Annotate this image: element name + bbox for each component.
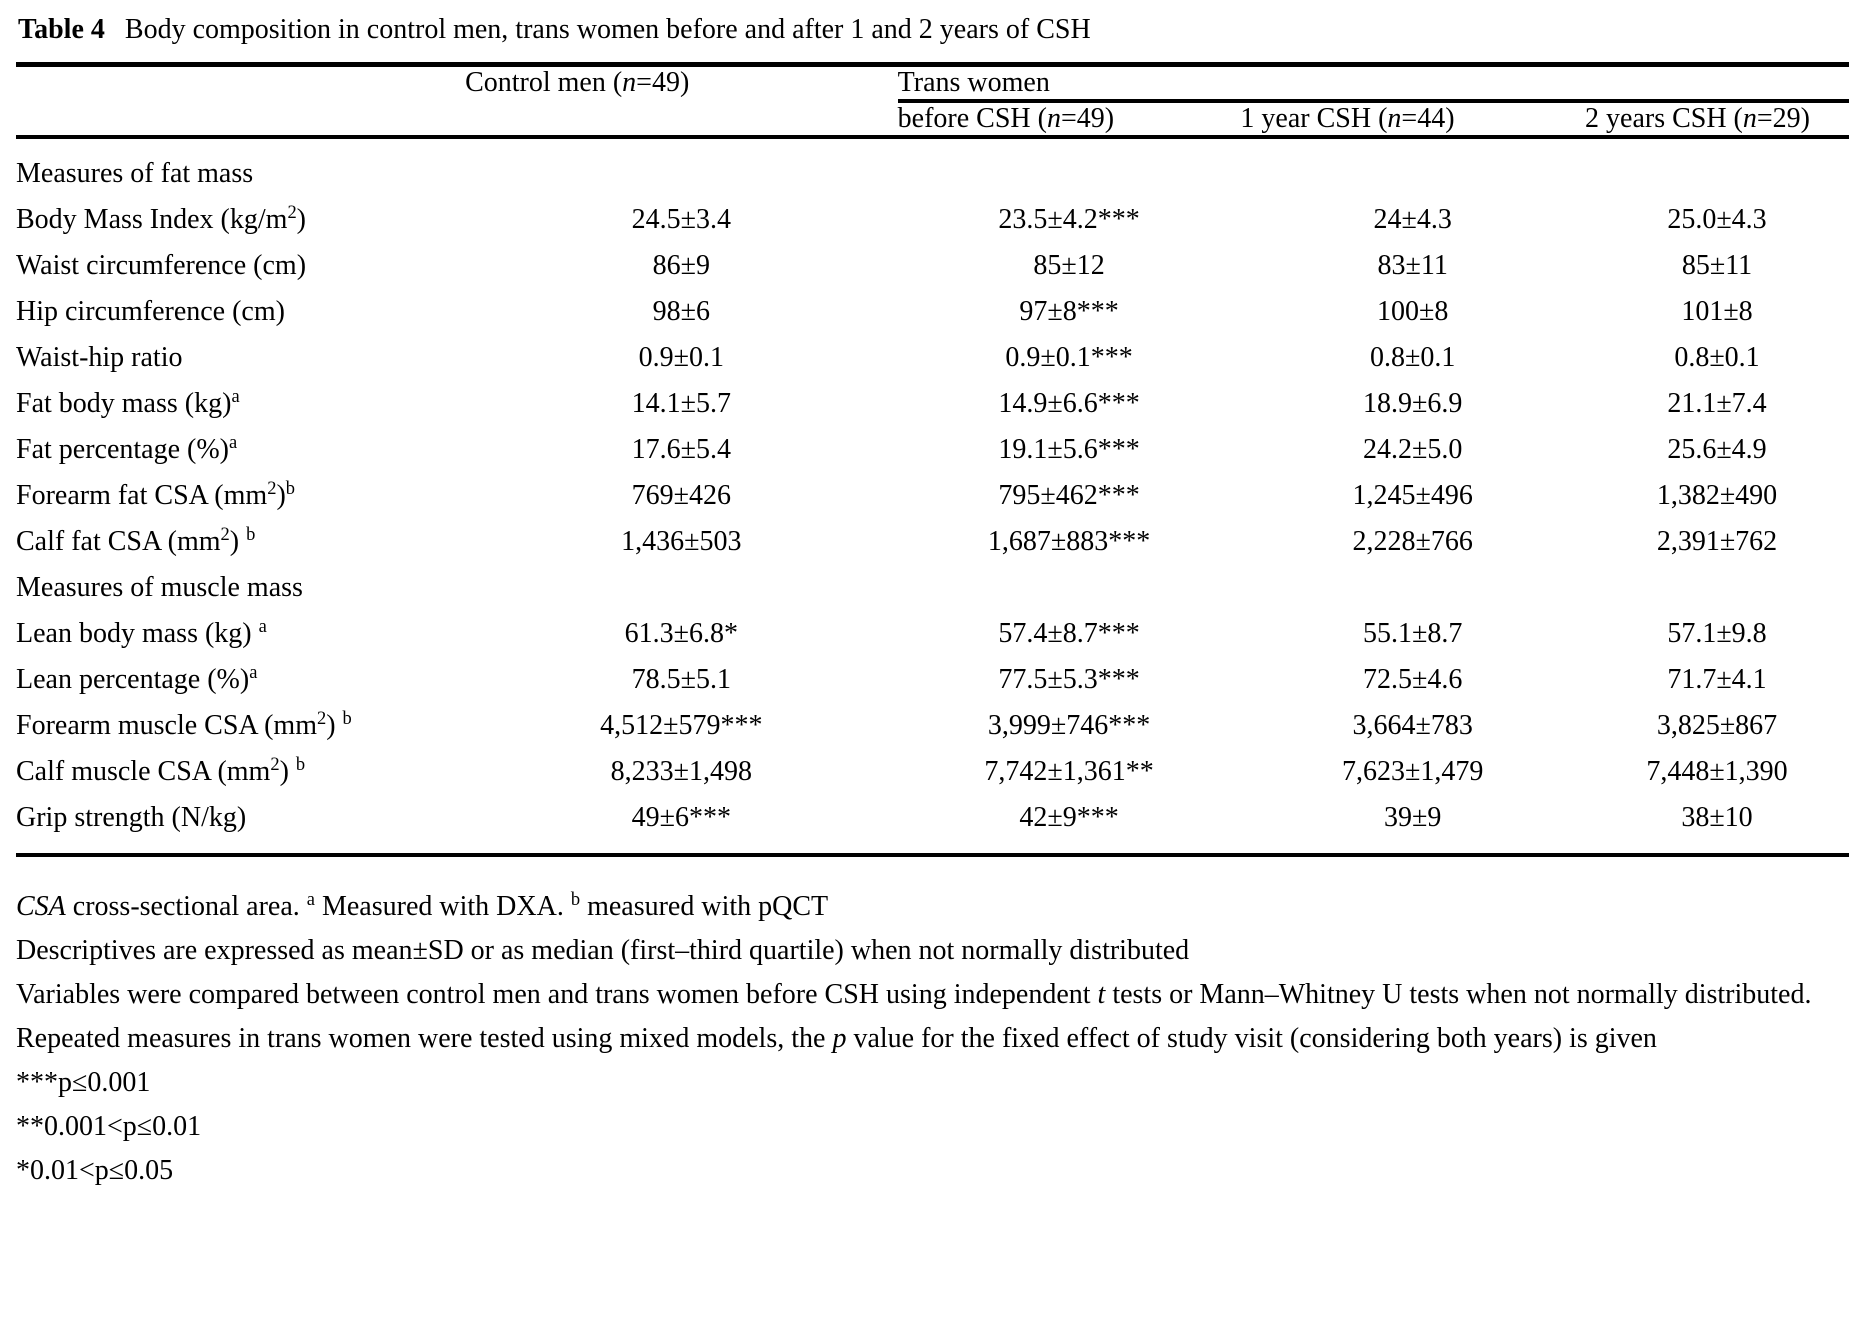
col-group-header-trans-women: Trans women [898, 65, 1849, 102]
value-cell: 1,245±496 [1352, 480, 1473, 511]
value-cell: 61.3±6.8* [624, 618, 739, 649]
value-cell: 97±8*** [1019, 296, 1119, 327]
value-cell: 795±462*** [998, 480, 1140, 511]
value-cell: 49±6*** [631, 802, 732, 833]
value-cell: 38±10 [1681, 802, 1753, 833]
row-label: Forearm muscle CSA $(mm^2)$ $^b$ [16, 707, 352, 741]
value-cell: 83±11 [1377, 250, 1448, 281]
table-row [16, 243, 1849, 289]
value-cell: 1,436±503 [621, 526, 742, 557]
value-cell: 85±11 [1681, 250, 1753, 281]
value-cell: 78.5±5.1 [631, 664, 732, 695]
footnote-statistics: Variables were compared between control men and trans women before CSH using independent t tests or Mann–Whitney U tests when not normally distributed. Repeated measures in trans women were tested using mixed models, the p value for the fixed effect of study visit (considering both years) is given [16, 979, 1812, 1054]
table-number: Table 4 [18, 14, 105, 45]
table-caption-text: Body composition in control men, trans women before and after 1 and 2 years of CSH [124, 14, 1091, 45]
col-header-1-year-csh: 1 year CSH (n=44) [1240, 103, 1455, 134]
table-row [16, 519, 1849, 565]
section-header-row [16, 565, 1849, 611]
footnote-significance-2star: **0.001<p≤0.01 [16, 1111, 202, 1142]
table-row [16, 381, 1849, 427]
value-cell: 1,687±883*** [987, 526, 1151, 557]
row-label: Lean percentage (%)$^a$ [16, 661, 258, 695]
value-cell: 2,391±762 [1656, 526, 1778, 557]
table-row [16, 289, 1849, 335]
table-row [16, 473, 1849, 519]
value-cell: 7,623±1,479 [1342, 756, 1484, 787]
table-row [16, 335, 1849, 381]
row-label: Calf muscle CSA $(mm^2)$ $^b$ [16, 753, 306, 787]
table-header [16, 65, 1849, 138]
row-label: Grip strength (N/kg) [16, 802, 247, 833]
footnote-significance-3star: ***p≤0.001 [16, 1067, 151, 1098]
value-cell: 72.5±4.6 [1363, 664, 1463, 695]
value-cell: 7,742±1,361** [984, 756, 1154, 787]
value-cell: 98±6 [652, 296, 711, 327]
value-cell: 101±8 [1681, 296, 1753, 327]
section-header-row [16, 137, 1849, 197]
header-row-group [16, 65, 1849, 102]
col-header-2-years-csh: 2 years CSH (n=29) [1585, 103, 1811, 134]
row-label: Waist-hip ratio [16, 342, 183, 373]
value-cell: 25.0±4.3 [1667, 204, 1767, 235]
table-footnotes [16, 885, 1849, 1193]
value-cell: 39±9 [1384, 802, 1442, 833]
value-cell: 769±426 [631, 480, 732, 511]
value-cell: 17.6±5.4 [631, 434, 732, 465]
row-label: Hip circumference (cm) [16, 296, 285, 327]
row-label: Lean body mass (kg) $^a$ [16, 615, 267, 649]
value-cell: 14.1±5.7 [631, 388, 732, 419]
value-cell: 4,512±579*** [600, 710, 763, 741]
value-cell: 100±8 [1377, 296, 1449, 327]
value-cell: 8,233±1,498 [610, 756, 753, 787]
table-body [16, 137, 1849, 855]
table-row [16, 657, 1849, 703]
value-cell: 23.5±4.2*** [998, 204, 1140, 235]
value-cell: 24.2±5.0 [1363, 434, 1463, 465]
value-cell: 7,448±1,390 [1646, 756, 1788, 787]
value-cell: 57.1±9.8 [1667, 618, 1767, 649]
table-row [16, 197, 1849, 243]
value-cell: 85±12 [1033, 250, 1105, 281]
value-cell: 19.1±5.6*** [998, 434, 1140, 465]
value-cell: 18.9±6.9 [1363, 388, 1463, 419]
section-header: Measures of muscle mass [16, 572, 303, 603]
table-row [16, 427, 1849, 473]
table-row [16, 611, 1849, 657]
section-header: Measures of fat mass [16, 158, 254, 189]
value-cell: 0.8±0.1 [1674, 342, 1760, 373]
value-cell: 25.6±4.9 [1667, 434, 1767, 465]
value-cell: 55.1±8.7 [1363, 618, 1463, 649]
row-label: Waist circumference (cm) [16, 250, 307, 281]
value-cell: 77.5±5.3*** [998, 664, 1140, 695]
value-cell: 14.9±6.6*** [998, 388, 1140, 419]
footnote-significance-1star: *0.01<p≤0.05 [16, 1155, 174, 1186]
table-row [16, 749, 1849, 795]
row-label: Fat body mass (kg)$^a$ [16, 385, 240, 419]
col-header-before-csh: before CSH (n=49) [897, 103, 1115, 134]
value-cell: 57.4±8.7*** [998, 618, 1140, 649]
value-cell: 24.5±3.4 [631, 204, 732, 235]
table-caption [16, 6, 1849, 62]
value-cell: 3,664±783 [1352, 710, 1473, 741]
table-row [16, 703, 1849, 749]
col-header-control-men: Control men (n=49) [465, 67, 690, 98]
value-cell: 1,382±490 [1656, 480, 1778, 511]
row-label: Forearm fat CSA $(mm^2)^b$ [16, 477, 295, 511]
row-label: Body Mass Index $(kg/m^2)$ [16, 201, 306, 235]
value-cell: 0.9±0.1*** [1005, 342, 1133, 373]
row-label: Fat percentage (%)$^a$ [16, 431, 238, 465]
value-cell: 86±9 [652, 250, 711, 281]
value-cell: 24±4.3 [1373, 204, 1452, 235]
row-label: Calf fat CSA $(mm^2)$ $^b$ [16, 523, 256, 557]
value-cell: 0.8±0.1 [1370, 342, 1456, 373]
value-cell: 42±9*** [1019, 802, 1119, 833]
header-empty-cell [16, 65, 465, 138]
table-row [16, 795, 1849, 855]
value-cell: 21.1±7.4 [1667, 388, 1767, 419]
footnote-abbreviations: CSA cross-sectional area. $^a$ Measured with DXA. $^b$ measured with pQCT [16, 888, 829, 922]
body-composition-table [16, 62, 1849, 857]
value-cell: 2,228±766 [1352, 526, 1473, 557]
value-cell: 0.9±0.1 [638, 342, 725, 373]
value-cell: 3,999±746*** [987, 710, 1151, 741]
footnote-descriptives: Descriptives are expressed as mean±SD or as median (first–third quartile) when not normally distributed [16, 935, 1190, 966]
value-cell: 3,825±867 [1656, 710, 1778, 741]
value-cell: 71.7±4.1 [1667, 664, 1767, 695]
